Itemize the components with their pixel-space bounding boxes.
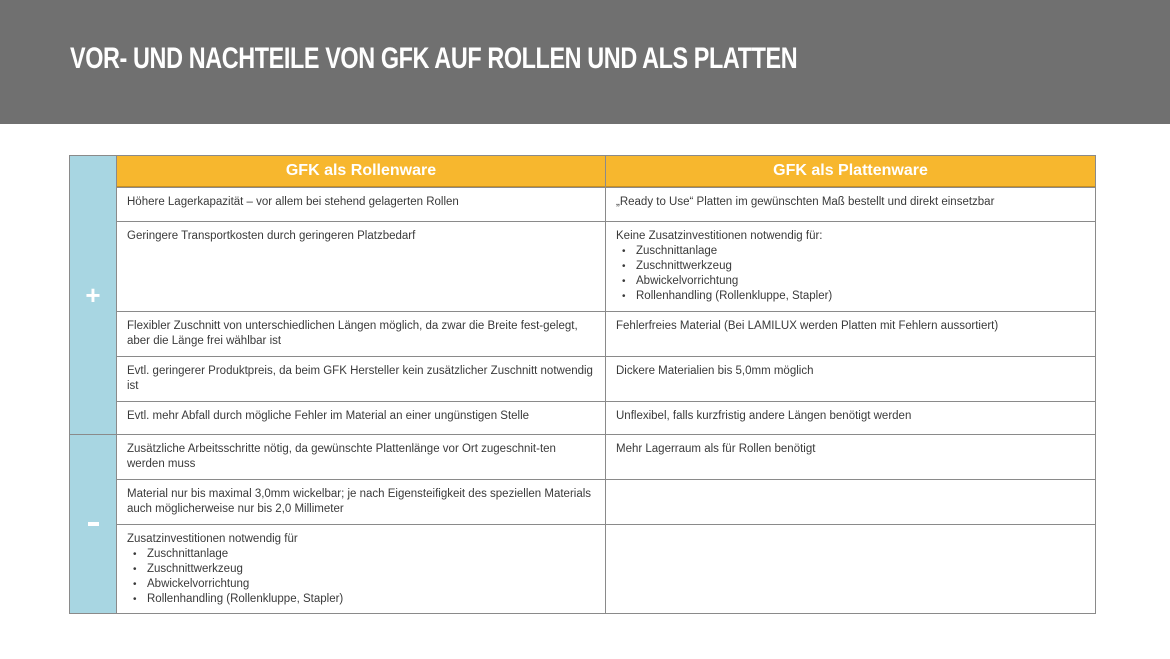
minus-icon: [88, 522, 99, 526]
title-banner: [0, 0, 1170, 124]
table-cell: Zusätzliche Arbeitsschritte nötig, da gewünschte Plattenlänge vor Ort zugeschnit-ten werden muss: [116, 434, 606, 480]
advantages-group-marker: +: [69, 155, 117, 435]
list-item: • Zuschnittwerkzeug: [133, 562, 595, 577]
table-cell: Geringere Transportkosten durch geringeren Platzbedarf: [116, 221, 606, 312]
comparison-table: [69, 155, 1096, 614]
column-header-rollenware: GFK als Rollenware: [116, 155, 606, 188]
column-header-plattenware: GFK als Plattenware: [605, 155, 1096, 188]
table-cell: Material nur bis maximal 3,0mm wickelbar; je nach Eigensteifigkeit des speziellen Materials auch möglicherweise nur bis 2,0 Millimeter: [116, 479, 606, 525]
list-item: • Abwickelvorrichtung: [622, 274, 1085, 289]
table-cell: Flexibler Zuschnitt von unterschiedlichen Längen möglich, da zwar die Breite fest-gelegt, aber die Länge frei wählbar ist: [116, 311, 606, 357]
bullet-list: [616, 244, 1085, 304]
table-cell: Mehr Lagerraum als für Rollen benötigt: [605, 434, 1096, 480]
cell-text: Zusatzinvestitionen notwendig für: [127, 533, 298, 545]
table-cell: [605, 221, 1096, 312]
table-cell: Evtl. mehr Abfall durch mögliche Fehler im Material an einer ungünstigen Stelle: [116, 401, 606, 435]
list-item: • Zuschnittanlage: [622, 244, 1085, 259]
list-item: • Zuschnittwerkzeug: [622, 259, 1085, 274]
list-item: • Rollenhandling (Rollenkluppe, Stapler): [622, 289, 1085, 304]
table-cell: [605, 524, 1096, 614]
bullet-list: [127, 547, 595, 607]
list-item: • Zuschnittanlage: [133, 547, 595, 562]
table-cell: [116, 524, 606, 614]
table-cell: Evtl. geringerer Produktpreis, da beim GFK Hersteller kein zusätzlicher Zuschnitt notwendig ist: [116, 356, 606, 402]
disadvantages-group-marker: [69, 434, 117, 614]
table-cell: „Ready to Use“ Platten im gewünschten Maß bestellt und direkt einsetzbar: [605, 187, 1096, 222]
cell-text: Keine Zusatzinvestitionen notwendig für:: [616, 230, 823, 242]
table-cell: [605, 479, 1096, 525]
table-cell: Fehlerfreies Material (Bei LAMILUX werden Platten mit Fehlern aussortiert): [605, 311, 1096, 357]
list-item: • Rollenhandling (Rollenkluppe, Stapler): [133, 592, 595, 607]
list-item: • Abwickelvorrichtung: [133, 577, 595, 592]
page-title: VOR- UND NACHTEILE VON GFK AUF ROLLEN UND ALS PLATTEN: [70, 42, 798, 75]
table-cell: Dickere Materialien bis 5,0mm möglich: [605, 356, 1096, 402]
table-cell: Unflexibel, falls kurzfristig andere Längen benötigt werden: [605, 401, 1096, 435]
table-cell: Höhere Lagerkapazität – vor allem bei stehend gelagerten Rollen: [116, 187, 606, 222]
